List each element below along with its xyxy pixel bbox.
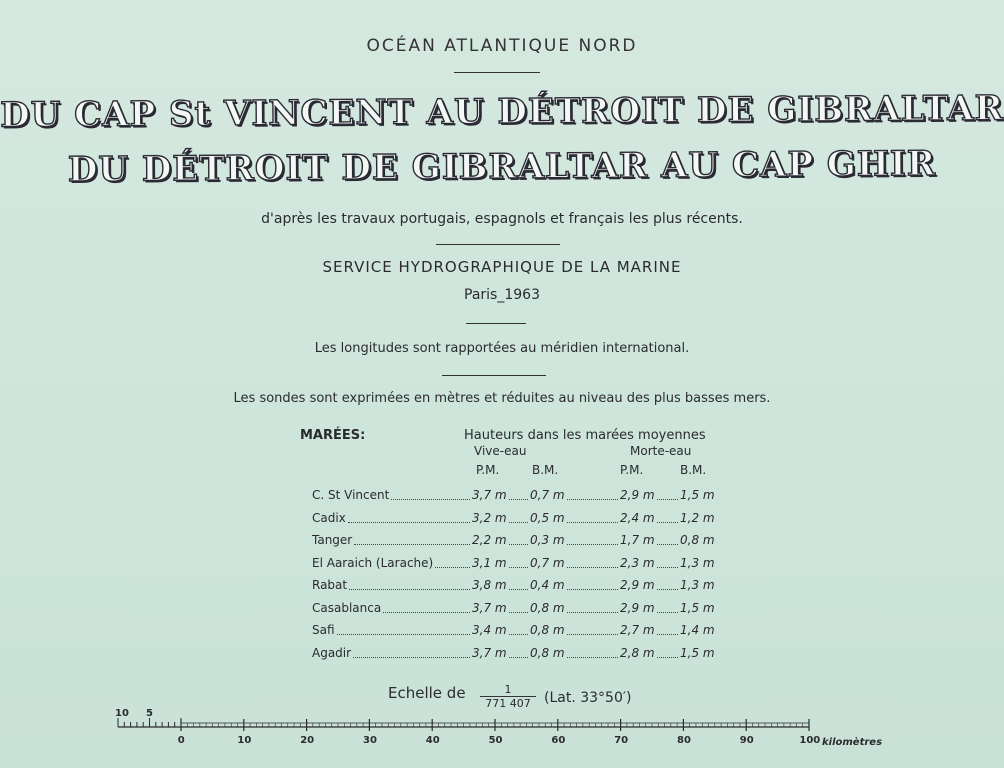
morte-pm-value: 2,3 m [620,555,655,570]
vive-bm-value: 0,8 m [530,623,565,637]
tide-place: Rabat [312,578,348,592]
vive-bm-value: 0,4 m [530,578,565,592]
vive-pm-value: 3,2 m [472,510,507,525]
scale-tick-label: 100 [799,735,821,746]
morte-pm-value: 2,8 m [620,645,655,660]
tide-place: El Aaraich (Larache) [312,555,434,570]
chart-title-line2: DU DÉTROIT DE GIBRALTAR AU CAP GHIR [67,143,937,191]
morte-bm-value: 1,4 m [680,623,715,637]
vive-pm-value: 3,7 m [472,488,507,502]
scale-numerator: 1 [504,683,512,696]
morte-bm-value: 0,8 m [680,533,715,547]
scale-tick-label: 80 [677,735,691,746]
tide-place: Agadir [312,645,352,660]
scale-tick-label: 30 [363,735,377,746]
vive-bm-value: 0,5 m [530,510,565,525]
morte-pm-value: 2,7 m [620,623,655,637]
scale-label: Echelle de [388,684,466,702]
scale-denominator: 771 407 [480,696,536,710]
ocean-heading: OCÉAN ATLANTIQUE NORD [366,36,638,56]
scale-left-label-5: 5 [146,708,153,719]
soundings-note: Les sondes sont exprimées en mètres et réduites au niveau des plus basses mers. [233,391,771,406]
vive-eau-header: Vive-eau [474,444,527,458]
morte-eau-header: Morte-eau [630,444,692,458]
morte-pm-value: 1,7 m [620,533,655,547]
col-vive-bm: B.M. [532,463,559,477]
morte-bm-value: 1,5 m [680,645,715,660]
vive-bm-value: 0,8 m [530,600,565,615]
scale-tick-label: 20 [300,735,315,746]
tides-label: MARÉES: [300,428,366,443]
tides-heading: Hauteurs dans les marées moyennes [464,428,706,443]
vive-bm-value: 0,3 m [530,533,565,547]
tide-place: Casablanca [312,600,382,615]
vive-pm-value: 2,2 m [472,533,507,547]
vive-pm-value: 3,7 m [472,600,507,615]
col-vive-pm: P.M. [476,463,500,477]
chart-title-line1: DU CAP St VINCENT AU DÉTROIT DE GIBRALTAR [0,88,1004,136]
morte-bm-value: 1,3 m [680,555,715,570]
scale-unit: kilomètres [822,737,883,748]
vive-pm-value: 3,4 m [472,623,507,637]
morte-bm-value: 1,2 m [680,510,715,525]
col-morte-pm: P.M. [620,463,644,477]
scale-tick-label: 60 [551,735,566,746]
tide-place: Safi [312,623,335,637]
vive-pm-value: 3,8 m [472,578,507,592]
tide-place: C. St Vincent [312,488,390,502]
vive-bm-value: 0,8 m [530,645,565,660]
morte-bm-value: 1,3 m [680,578,715,592]
morte-pm-value: 2,9 m [620,578,655,592]
scale-left-label-10: 10 [115,708,129,719]
vive-bm-value: 0,7 m [530,488,565,502]
chart-subtitle: d'après les travaux portugais, espagnols et français les plus récents. [261,211,743,227]
publisher: SERVICE HYDROGRAPHIQUE DE LA MARINE [322,258,682,276]
morte-pm-value: 2,9 m [620,600,655,615]
scale-tick-label: 50 [488,735,503,746]
longitude-note: Les longitudes sont rapportées au méridien international. [314,341,690,356]
scale-tick-label: 10 [237,735,252,746]
scale-tick-label: 70 [614,735,629,746]
col-morte-bm: B.M. [680,463,707,477]
morte-bm-value: 1,5 m [680,600,715,615]
morte-pm-value: 2,9 m [620,488,655,502]
vive-pm-value: 3,7 m [472,645,507,660]
scale-tick-label: 90 [739,735,754,746]
place-date: Paris_1963 [464,287,540,303]
morte-bm-value: 1,5 m [680,488,715,502]
vive-pm-value: 3,1 m [472,555,507,570]
morte-pm-value: 2,4 m [620,510,655,525]
tide-place: Tanger [312,533,353,547]
tide-place: Cadix [312,510,346,525]
scale-latitude: (Lat. 33°50′) [544,690,632,706]
scale-tick-label: 40 [425,735,440,746]
scale-tick-label: 0 [177,735,185,746]
vive-bm-value: 0,7 m [530,555,565,570]
